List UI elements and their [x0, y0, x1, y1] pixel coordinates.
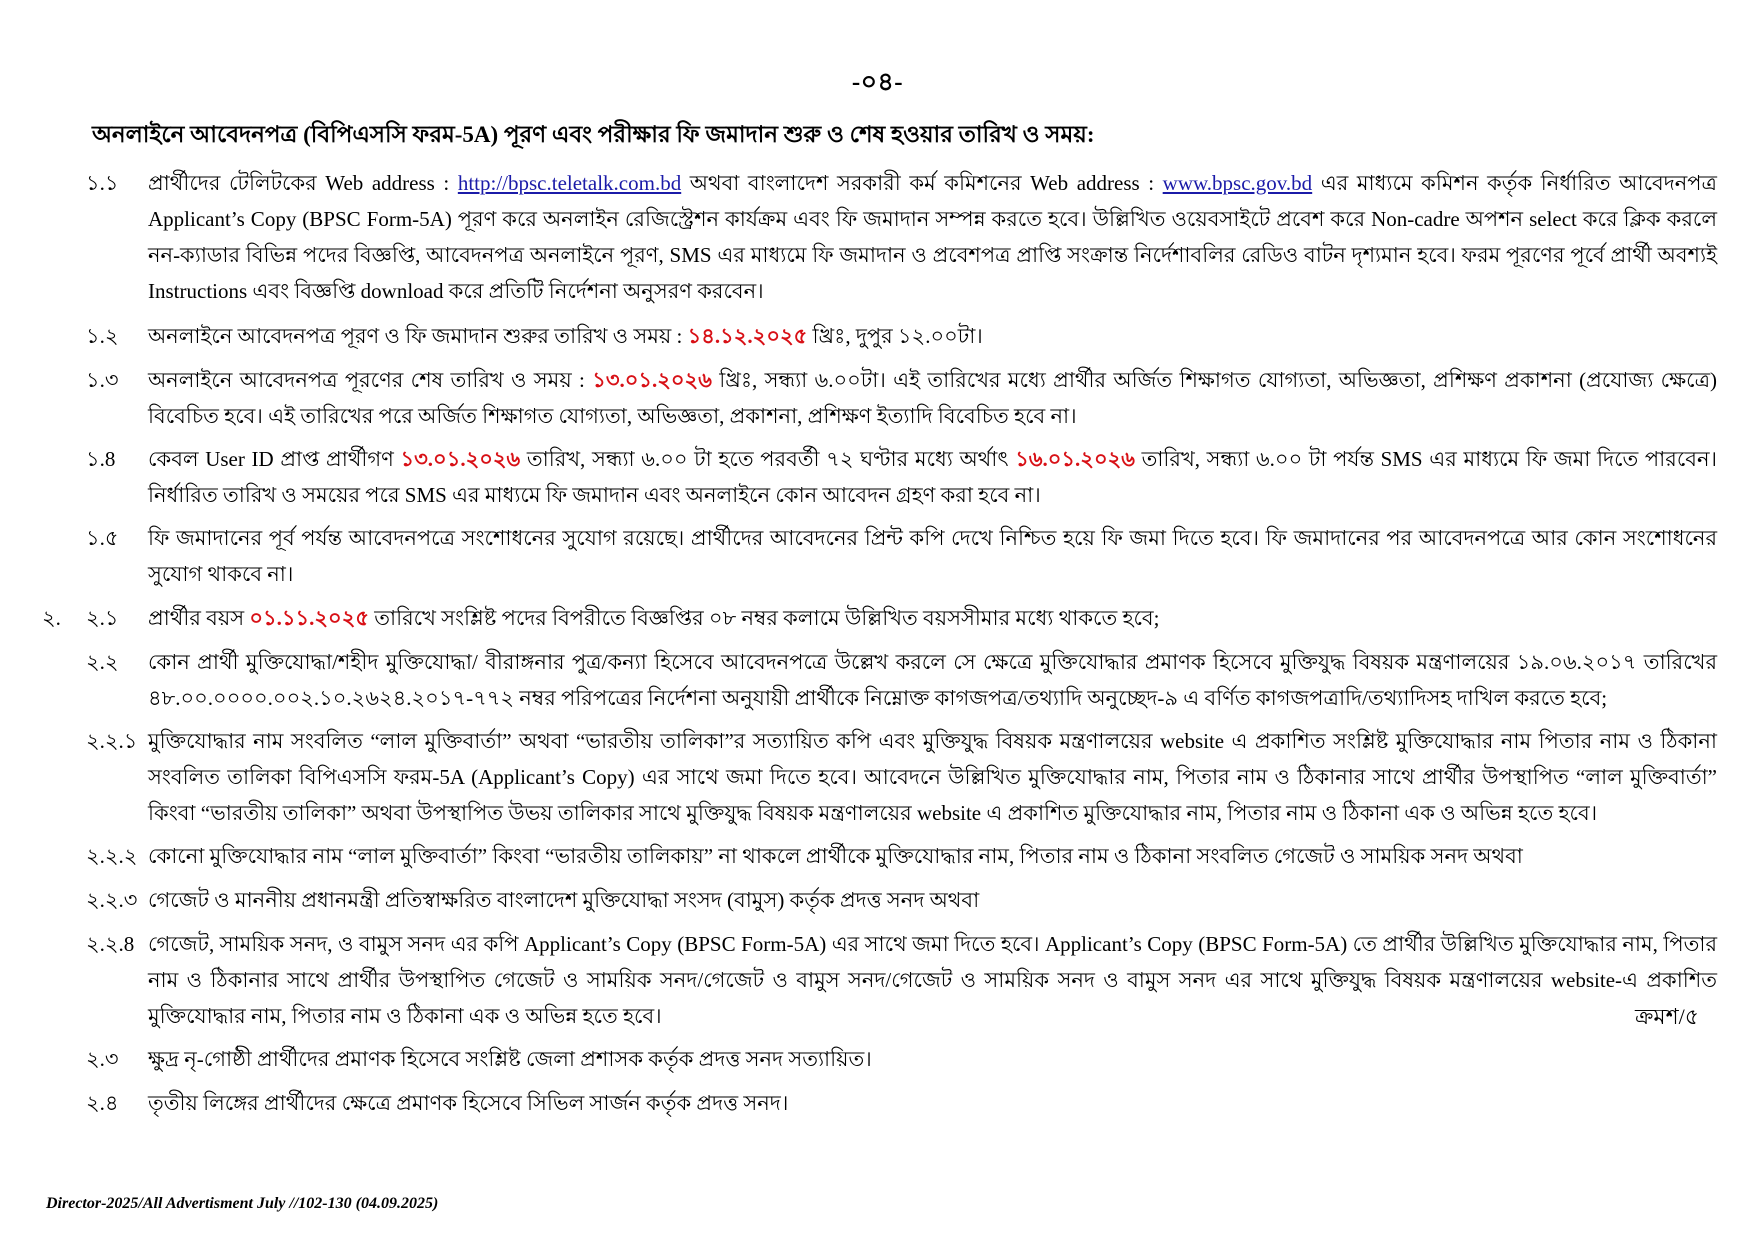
document-content [42, 118, 1717, 1129]
clause-number: ১.২ [86, 323, 119, 348]
start-date-value: ১৪.১২.২০২৫ [687, 323, 808, 348]
clause-body: কোনো মুক্তিযোদ্ধার নাম “লাল মুক্তিবার্তা” কিংবা “ভারতীয় তালিকায়” না থাকলে প্রার্থীকে মুক্তিযোদ্ধার নাম, পিতার নাম ও ঠিকানা সংবলিত গেজেট ও সাময়িক সনদ অথবা [148, 844, 1523, 869]
clause-2-2-4 [86, 926, 1717, 1034]
clause-body: ফি জমাদানের পূর্ব পর্যন্ত আবেদনপত্রে সংশোধনের সুযোগ রয়েছে। প্রার্থীদের আবেদনের প্রিন্ট কপি দেখে নিশ্চিত হয়ে ফি জমা দিতে হবে। ফি জমাদানের পর আবেদনপত্রে আর কোন সংশোধনের সুযোগ থাকবে না। [148, 526, 1717, 587]
clause-2-2-1 [86, 723, 1717, 831]
clause-text-c: তারিখ, সন্ধ্যা ৬.০০ টা পর্যন্ত SMS এর মাধ্যমে ফি জমা দিতে পারবেন। নির্ধারিত তারিখ ও সময়ের পরে SMS এর মাধ্যমে ফি জমাদান এবং অনলাইনে কোন আবেদন গ্রহণ করা হবে না। [148, 447, 1717, 508]
continuation-marker: ক্রমশ/৫ [1634, 1004, 1699, 1029]
clause-number: ২.৩ [86, 1047, 119, 1072]
bpsc-url-link[interactable]: www.bpsc.gov.bd [1162, 170, 1313, 195]
teletalk-url-link[interactable]: http://bpsc.teletalk.com.bd [457, 170, 682, 195]
clause-number: ১.৩ [86, 367, 119, 392]
clause-number: ২.২.১ [86, 728, 138, 753]
clause-body [148, 318, 1717, 354]
clause-1-2 [86, 318, 1717, 355]
clause-number: ২.২.৩ [86, 888, 138, 913]
clause-body: কোন প্রার্থী মুক্তিযোদ্ধা/শহীদ মুক্তিযোদ্ধা/ বীরাঙ্গনার পুত্র/কন্যা হিসেবে আবেদনপত্রে উল্লেখ করলে সে ক্ষেত্রে মুক্তিযোদ্ধার প্রমাণক হিসেবে মুক্তিযুদ্ধ বিষয়ক মন্ত্রণালয়ের ১৯.০৬.২০১৭ তারিখের ৪৮.০০.০০০০.০০২.১০.২৬২৪.২০১৭-৭৭২ নম্বর পরিপত্রের নির্দেশনা অনুযায়ী প্রার্থীকে নিম্নোক্ত কাগজপত্র/তথ্যাদি অনুচ্ছেদ-৯ এ বর্ণিত কাগজপত্রাদি/তথ্যাদিসহ দাখিল করতে হবে; [148, 649, 1717, 710]
clause-body: গেজেট, সাময়িক সনদ, ও বামুস সনদ এর কপি Applicant’s Copy (BPSC Form-5A) এর সাথে জমা দিতে হবে। Applicant’s Copy (BPSC Form-5A) তে প্রার্থীর উল্লিখিত মুক্তিযোদ্ধার নাম, পিতার নাম ও ঠিকানার সাথে প্রার্থীর উপস্থাপিত গেজেট ও সাময়িক সনদ/গেজেট ও বামুস সনদ/গেজেট ও সাময়িক সনদ ও বামুস সনদ এর সাথে মুক্তিযুদ্ধ বিষয়ক মন্ত্রণালয়ের website-এ প্রকাশিত মুক্তিযোদ্ধার নাম, পিতার নাম ও ঠিকানা এক ও অভিন্ন হতে হবে। [148, 932, 1717, 1029]
sms-end-date-value: ১৬.০১.২০২৬ [1015, 447, 1135, 472]
page-title: অনলাইনে আবেদনপত্র (বিপিএসসি ফরম-5A) পূরণ এবং পরীক্ষার ফি জমাদান শুরু ও শেষ হওয়ার তারিখ ও সময়: [92, 122, 1095, 147]
clause-text-a: অনলাইনে আবেদনপত্র পূরণের শেষ তারিখ ও সময় : [148, 367, 593, 392]
clause-text-b: খ্রিঃ, দুপুর ১২.০০টা। [807, 323, 983, 348]
clause-1-1 [86, 165, 1717, 309]
clause-body: মুক্তিযোদ্ধার নাম সংবলিত “লাল মুক্তিবার্তা” অথবা “ভারতীয় তালিকা”র সত্যায়িত কপি এবং মুক্তিযুদ্ধ বিষয়ক মন্ত্রণালয়ের website এ প্রকাশিত সংশ্লিষ্ট মুক্তিযোদ্ধার নাম পিতার নাম ও ঠিকানা সংবলিত তালিকা বিপিএসসি ফরম-5A (Applicant’s Copy) এর সাথে জমা দিতে হবে। আবেদনে উল্লিখিত মুক্তিযোদ্ধার নাম, পিতার নাম ও ঠিকানার সাথে প্রার্থীর উপস্থাপিত “লাল মুক্তিবার্তা” কিংবা “ভারতীয় তালিকা” অথবা উপস্থাপিত উভয় তালিকার সাথে মুক্তিযুদ্ধ বিষয়ক মন্ত্রণালয়ের website এ প্রকাশিত মুক্তিযোদ্ধার নাম, পিতার নাম ও ঠিকানা এক ও অভিন্ন হতে হবে। [148, 728, 1717, 826]
clause-1-4 [86, 441, 1717, 513]
sms-start-date-value: ১৩.০১.২০২৬ [400, 447, 521, 472]
clause-body [148, 362, 1717, 434]
clause-text-b: খ্রিঃ, সন্ধ্যা ৬.০০টা। এই তারিখের মধ্যে প্রার্থীর অর্জিত শিক্ষাগত যোগ্যতা, অভিজ্ঞতা, প্রশিক্ষণ প্রকাশনা (প্রযোজ্য ক্ষেত্রে) বিবেচিত হবে। এই তারিখের পরে অর্জিত শিক্ষাগত যোগ্যতা, অভিজ্ঞতা, প্রকাশনা, প্রশিক্ষণ ইত্যাদি বিবেচিত হবে না। [148, 367, 1718, 429]
clause-2-2 [86, 644, 1717, 716]
clause-2-2-2 [86, 838, 1717, 875]
clause-2-3 [42, 1041, 1717, 1078]
clause-number: ২.১ [86, 605, 119, 630]
clause-body: তৃতীয় লিঙ্গের প্রার্থীদের ক্ষেত্রে প্রমাণক হিসেবে সিভিল সার্জন কর্তৃক প্রদত্ত সনদ। [148, 1091, 789, 1116]
clause-text-a: প্রার্থীদের টেলিটকের Web address : [148, 170, 458, 195]
clause-number: ১.8 [86, 447, 116, 472]
clause-number: ২.২.২ [86, 844, 138, 869]
age-reference-date-value: ০১.১১.২০২৫ [249, 605, 369, 630]
section-number-spacer [42, 1085, 86, 1087]
end-date-value: ১৩.০১.২০২৬ [592, 367, 712, 392]
clause-2-4 [42, 1085, 1717, 1122]
clause-number: ২.৪ [86, 1091, 119, 1116]
clause-number: ১.৫ [86, 526, 119, 551]
clause-2-1 [42, 600, 1717, 637]
clause-body: গেজেট ও মাননীয় প্রধানমন্ত্রী প্রতিস্বাক্ষরিত বাংলাদেশ মুক্তিযোদ্ধা সংসদ (বামুস) কর্তৃক প্রদত্ত সনদ অথবা [148, 888, 980, 913]
clause-1-3 [86, 362, 1717, 434]
clause-text-a: প্রার্থীর বয়স [148, 605, 250, 630]
clause-2-2-3 [86, 882, 1717, 919]
clause-number: ২.২.8 [86, 932, 135, 957]
clause-body: ক্ষুদ্র নৃ-গোষ্ঠী প্রার্থীদের প্রমাণক হিসেবে সংশ্লিষ্ট জেলা প্রশাসক কর্তৃক প্রদত্ত সনদ সত্যায়িত। [148, 1047, 872, 1072]
clause-text-b: তারিখ, সন্ধ্যা ৬.০০ টা হতে পরবর্তী ৭২ ঘণ্টার মধ্যে অর্থাৎ [520, 447, 1016, 472]
clause-text-b: অথবা বাংলাদেশ সরকারী কর্ম কমিশনের Web address : [681, 170, 1163, 195]
clause-body [148, 600, 1717, 636]
clause-body [148, 441, 1717, 513]
clause-body [148, 165, 1717, 309]
clause-number: ২.২ [86, 649, 119, 674]
clause-text-a: কেবল User ID প্রাপ্ত প্রার্থীগণ [148, 447, 401, 472]
clause-text-b: তারিখে সংশ্লিষ্ট পদের বিপরীতে বিজ্ঞপ্তির ০৮ নম্বর কলামে উল্লিখিত বয়সসীমার মধ্যে থাকতে হবে; [368, 605, 1160, 630]
clause-1-5 [86, 520, 1717, 592]
section-number: ২. [42, 605, 61, 630]
section-number-spacer [42, 1041, 86, 1043]
page-number: -০৪- [851, 69, 904, 96]
clause-text-c: এর মাধ্যমে কমিশন কর্তৃক নির্ধারিত আবেদনপত্র Applicant’s Copy (BPSC Form-5A) পূরণ করে অনলাইন রেজিস্ট্রেশন কার্যক্রম এবং ফি জমাদান সম্পন্ন করতে হবে। উল্লিখিত ওয়েবসাইটে প্রবেশ করে Non-cadre অপশন select করে ক্লিক করলে নন-ক্যাডার বিভিন্ন পদের বিজ্ঞপ্তি, আবেদনপত্র অনলাইনে পূরণ, SMS এর মাধ্যমে ফি জমাদান ও প্রবেশপত্র প্রাপ্তি সংক্রান্ত নির্দেশাবলির রেডিও বাটন দৃশ্যমান হবে। ফরম পূরণের পূর্বে প্রার্থী অবশ্যই Instructions এবং বিজ্ঞপ্তি download করে প্রতিটি নির্দেশনা অনুসরণ করবেন। [148, 170, 1717, 303]
document-footer-reference: Director-2025/All Advertisment July //102-130 (04.09.2025) [46, 1195, 439, 1212]
clause-number: ১.১ [86, 170, 119, 195]
clause-text-a: অনলাইনে আবেদনপত্র পূরণ ও ফি জমাদান শুরুর তারিখ ও সময় : [148, 323, 688, 348]
